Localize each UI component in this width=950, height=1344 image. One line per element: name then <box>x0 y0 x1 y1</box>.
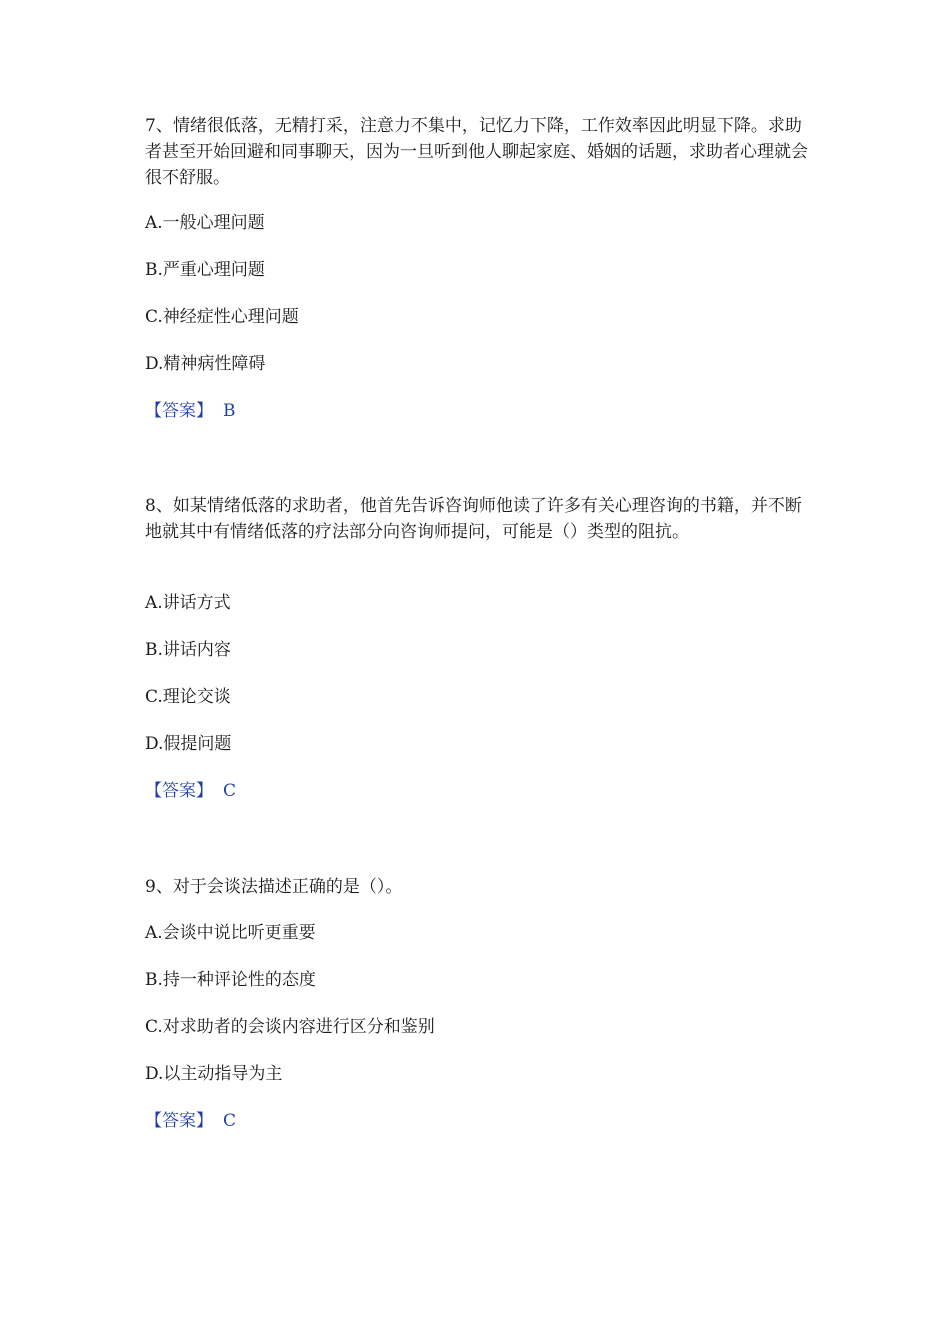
answer-line <box>145 398 236 424</box>
question-stem: 9、对于会谈法描述正确的是（）。 <box>145 877 403 897</box>
option-d: D.假提问题 <box>145 734 232 754</box>
question-8 <box>145 493 815 801</box>
option-c: C.理论交谈 <box>145 687 231 707</box>
answer-value: B <box>223 401 236 421</box>
option-d: D.精神病性障碍 <box>145 354 266 374</box>
answer-line <box>145 778 236 804</box>
option-b: B.严重心理问题 <box>145 260 265 280</box>
answer-label: 【答案】 <box>145 401 213 421</box>
answer-label: 【答案】 <box>145 1111 213 1131</box>
option-b: B.讲话内容 <box>145 640 231 660</box>
option-a: A.一般心理问题 <box>145 213 265 233</box>
option-d: D.以主动指导为主 <box>145 1064 283 1084</box>
question-stem: 8、如某情绪低落的求助者，他首先告诉咨询师他读了许多有关心理咨询的书籍，并不断地就其中有情绪低落的疗法部分向咨询师提问，可能是（）类型的阻抗。 <box>145 496 802 542</box>
question-7 <box>145 113 815 421</box>
option-b: B.持一种评论性的态度 <box>145 970 316 990</box>
answer-line <box>145 1108 236 1134</box>
question-9 <box>145 874 815 1131</box>
answer-value: C <box>223 1111 237 1131</box>
option-a: A.讲话方式 <box>145 593 231 613</box>
question-stem: 7、情绪很低落，无精打采，注意力不集中，记忆力下降，工作效率因此明显下降。求助者甚至开始回避和同事聊天，因为一旦听到他人聊起家庭、婚姻的话题，求助者心理就会很不舒服。 <box>145 116 808 188</box>
answer-label: 【答案】 <box>145 781 213 801</box>
option-a: A.会谈中说比听更重要 <box>145 923 316 943</box>
option-c: C.对求助者的会谈内容进行区分和鉴别 <box>145 1017 435 1037</box>
answer-value: C <box>223 781 237 801</box>
option-c: C.神经症性心理问题 <box>145 307 299 327</box>
